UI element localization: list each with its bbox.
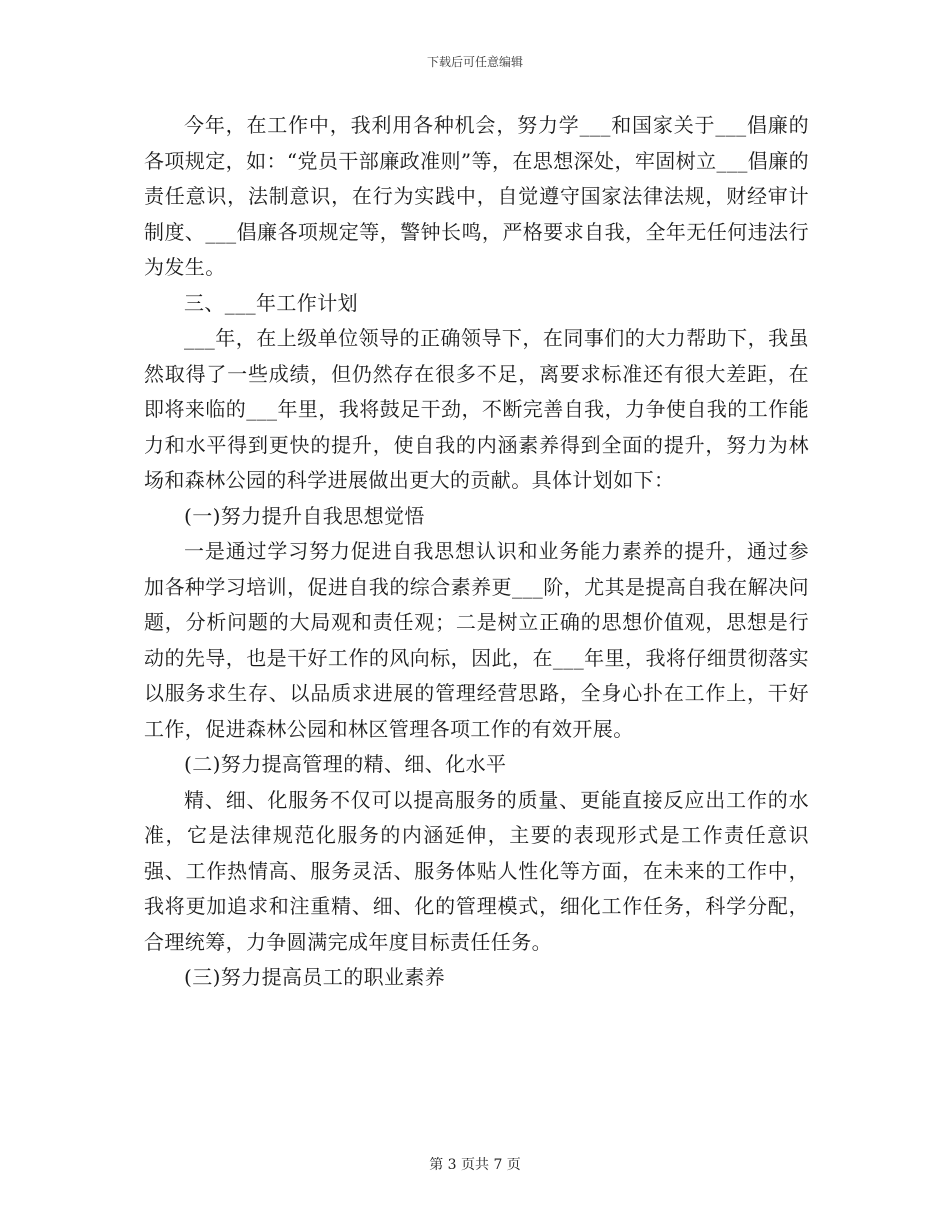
page-footer: 第 3 页共 7 页 bbox=[429, 1157, 521, 1173]
subheading-management: (二)努力提高管理的精、细、化水平 bbox=[184, 752, 507, 776]
paragraph-thought: 一是通过学习努力促进自我思想认识和业务能力素养的提升，通过参加各种学习培训，促进自我的综合素养更___阶，尤其是提高自我在解决问题，分析问题的大局观和责任观；二是树立正确的思想价值观，思想是行动的先导，也是干好工作的风向标，因此，在___年里，我将仔细贯彻落实以服务求生存、以品质求进展的管理经营思路，全身心扑在工作上，干好工作，促进森林公园和林区管理各项工作的有效开展。 bbox=[144, 539, 809, 741]
page-header: 下载后可任意编辑 bbox=[426, 55, 523, 69]
subheading-staff-quality: (三)努力提高员工的职业素养 bbox=[184, 965, 446, 989]
section-heading-work-plan: 三、___年工作计划 bbox=[184, 290, 358, 315]
paragraph-plan-intro: ___年，在上级单位领导的正确领导下，在同事们的大力帮助下，我虽然取得了一些成绩，但仍然存在很多不足，离要求标准还有很大差距，在即将来临的___年里，我将鼓足干劲，不断完善自我，力争使自我的工作能力和水平得到更快的提升，使自我的内涵素养得到全面的提升，努力为林场和森林公园的科学进展做出更大的贡献。具体计划如下： bbox=[144, 326, 809, 492]
paragraph-management: 精、细、化服务不仅可以提高服务的质量、更能直接反应出工作的水准，它是法律规范化服务的内涵延伸，主要的表现形式是工作责任意识强、工作热情高、服务灵活、服务体贴人性化等方面，在未来的工作中，我将更加追求和注重精、细、化的管理模式，细化工作任务，科学分配，合理统筹，力争圆满完成年度目标责任任务。 bbox=[144, 787, 809, 954]
paragraph-integrity: 今年，在工作中，我利用各种机会，努力学___和国家关于___倡廉的各项规定，如：“党员干部廉政准则”等，在思想深处，牢固树立___倡廉的责任意识，法制意识，在行为实践中，自觉遵守国家法律法规，财经审计制度、___倡廉各项规定等，警钟长鸣，严格要求自我，全年无任何违法行为发生。 bbox=[144, 113, 809, 279]
subheading-thought: (一)努力提升自我思想觉悟 bbox=[184, 503, 425, 528]
document-body bbox=[144, 108, 809, 996]
